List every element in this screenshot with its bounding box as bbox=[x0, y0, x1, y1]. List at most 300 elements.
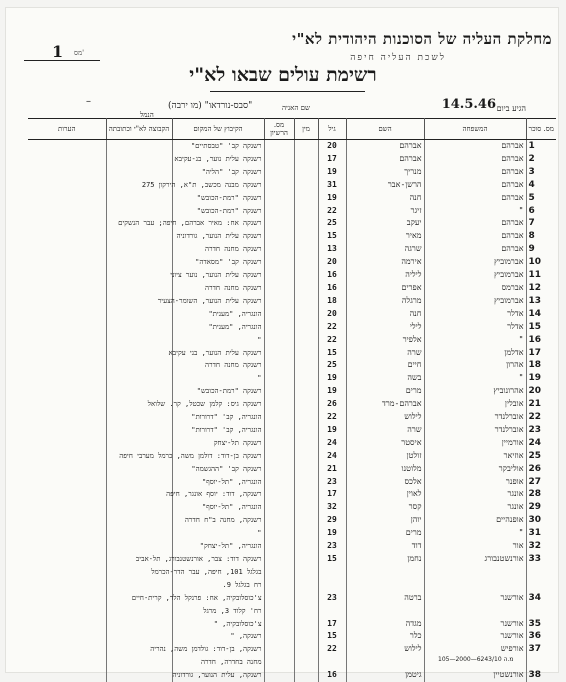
gender-cell bbox=[294, 217, 318, 230]
gender-cell bbox=[294, 669, 318, 682]
first-name-cell: שרה bbox=[346, 424, 424, 437]
first-name-cell: ברטה bbox=[346, 592, 424, 605]
remarks-cell bbox=[28, 269, 106, 282]
table-row bbox=[28, 488, 556, 501]
column-header: הקבוצה לא"י וכתובתה bbox=[106, 119, 172, 140]
permit-number-cell bbox=[264, 579, 294, 592]
table-row bbox=[28, 450, 556, 463]
permit-number-cell bbox=[264, 334, 294, 347]
permit-number-cell bbox=[264, 359, 294, 372]
gender-cell bbox=[294, 321, 318, 334]
first-name-cell: מלוטנו bbox=[346, 463, 424, 476]
table-row bbox=[28, 553, 556, 566]
serial-number-cell: 23 bbox=[526, 424, 556, 437]
family-name-cell: אורנשטיין bbox=[424, 669, 526, 682]
group-address-cell: רשנקה, דוד: יוסף אונגר, חיפה bbox=[172, 488, 264, 501]
first-name-cell: בשה bbox=[346, 372, 424, 385]
permit-number-cell bbox=[264, 669, 294, 682]
gender-cell bbox=[294, 540, 318, 553]
gender-cell bbox=[294, 372, 318, 385]
serial-number-cell: 16 bbox=[526, 334, 556, 347]
permit-number-cell bbox=[264, 205, 294, 218]
group-address-cell: רשנקה אח: מאיר אברהם, חיפה; עבר הנשקים bbox=[172, 217, 264, 230]
remarks-cell bbox=[28, 359, 106, 372]
gender-cell bbox=[294, 501, 318, 514]
permit-number-cell bbox=[264, 566, 294, 579]
remarks-cell bbox=[28, 463, 106, 476]
age-cell: 13 bbox=[318, 243, 346, 256]
serial-number-cell bbox=[526, 579, 556, 592]
age-cell bbox=[318, 566, 346, 579]
gender-cell bbox=[294, 269, 318, 282]
group-address-cell: רח' קלוד 3, מרגל bbox=[172, 605, 264, 618]
destination-cell bbox=[106, 385, 172, 398]
page-number-rule bbox=[24, 60, 100, 61]
group-address-cell: " bbox=[172, 334, 264, 347]
serial-number-cell: 30 bbox=[526, 514, 556, 527]
serial-number-cell: 3 bbox=[526, 166, 556, 179]
column-header: המשפחה bbox=[424, 119, 526, 140]
remarks-cell bbox=[28, 372, 106, 385]
page-number: 1 bbox=[52, 42, 64, 61]
permit-number-cell bbox=[264, 476, 294, 489]
age-cell: 19 bbox=[318, 527, 346, 540]
permit-number-cell bbox=[264, 643, 294, 656]
family-name-cell: אוברלנדר bbox=[424, 411, 526, 424]
family-name-cell: אברמס bbox=[424, 282, 526, 295]
age-cell: 19 bbox=[318, 424, 346, 437]
destination-cell bbox=[106, 424, 172, 437]
group-address-cell: רשנקה מחנה חדרה bbox=[172, 282, 264, 295]
page-title: רשימת עולים שבאו לא"י bbox=[189, 64, 377, 86]
remarks-cell bbox=[28, 656, 106, 669]
permit-number-cell bbox=[264, 308, 294, 321]
family-name-cell: אהרונוביץ bbox=[424, 385, 526, 398]
permit-number-cell bbox=[264, 385, 294, 398]
first-name-cell: איסטר bbox=[346, 437, 424, 450]
remarks-cell bbox=[28, 411, 106, 424]
remarks-cell bbox=[28, 618, 106, 631]
first-name-cell: מרים bbox=[346, 527, 424, 540]
arrival-date: 14.5.46 bbox=[441, 97, 496, 112]
gender-cell bbox=[294, 205, 318, 218]
gender-cell bbox=[294, 437, 318, 450]
permit-number-cell bbox=[264, 450, 294, 463]
destination-cell bbox=[106, 488, 172, 501]
age-cell: 16 bbox=[318, 282, 346, 295]
column-header: מס. סוכר bbox=[526, 119, 556, 140]
family-name-cell: " bbox=[424, 527, 526, 540]
first-name-cell bbox=[346, 566, 424, 579]
serial-number-cell: 15 bbox=[526, 321, 556, 334]
gender-cell bbox=[294, 282, 318, 295]
gender-cell bbox=[294, 450, 318, 463]
age-cell: 22 bbox=[318, 643, 346, 656]
group-address-cell: רשנקה מחנה חדרה bbox=[172, 359, 264, 372]
family-name-cell: אורמיין bbox=[424, 437, 526, 450]
remarks-cell bbox=[28, 488, 106, 501]
permit-number-cell bbox=[264, 411, 294, 424]
destination-cell bbox=[106, 166, 172, 179]
serial-number-cell: 13 bbox=[526, 295, 556, 308]
group-address-cell: רשנקה "רמת-הכובש" bbox=[172, 205, 264, 218]
column-header: הקיבוץ של המקום bbox=[172, 119, 264, 140]
age-cell: 25 bbox=[318, 359, 346, 372]
remarks-cell bbox=[28, 398, 106, 411]
remarks-cell bbox=[28, 579, 106, 592]
first-name-cell: לילוש bbox=[346, 643, 424, 656]
gender-cell bbox=[294, 605, 318, 618]
age-cell: 15 bbox=[318, 230, 346, 243]
table-row bbox=[28, 527, 556, 540]
title-underline bbox=[210, 91, 365, 92]
family-name-cell: אופנהיים bbox=[424, 514, 526, 527]
age-cell: 24 bbox=[318, 437, 346, 450]
table-row bbox=[28, 630, 556, 643]
destination-cell bbox=[106, 540, 172, 553]
first-name-cell: יעקב bbox=[346, 217, 424, 230]
gender-cell bbox=[294, 424, 318, 437]
destination-cell bbox=[106, 656, 172, 669]
serial-number-cell: 35 bbox=[526, 618, 556, 631]
ship-name: "סבס-נורדאו" (מו ירבה) bbox=[168, 101, 253, 111]
permit-number-cell bbox=[264, 372, 294, 385]
gender-cell bbox=[294, 411, 318, 424]
first-name-cell: הרשן-אבר bbox=[346, 179, 424, 192]
age-cell: 31 bbox=[318, 179, 346, 192]
first-name-cell: נחמן bbox=[346, 553, 424, 566]
age-cell bbox=[318, 656, 346, 669]
remarks-cell bbox=[28, 205, 106, 218]
family-name-cell: אונגר bbox=[424, 488, 526, 501]
destination-cell bbox=[106, 140, 172, 153]
family-name-cell: " bbox=[424, 334, 526, 347]
family-name-cell: אורפיש bbox=[424, 643, 526, 656]
remarks-cell bbox=[28, 669, 106, 682]
table-row bbox=[28, 398, 556, 411]
group-address-cell: רשנקה עלית הנוער, גורדוניה bbox=[172, 230, 264, 243]
age-cell: 32 bbox=[318, 501, 346, 514]
family-name-cell: אורשנר bbox=[424, 592, 526, 605]
gender-cell bbox=[294, 527, 318, 540]
group-address-cell: רשנקה מחנה חדרה bbox=[172, 243, 264, 256]
remarks-cell bbox=[28, 566, 106, 579]
print-code: 105—2000—6243/10 מ.ה bbox=[438, 656, 514, 663]
first-name-cell: אפרים bbox=[346, 282, 424, 295]
age-cell bbox=[318, 579, 346, 592]
serial-number-cell: 9 bbox=[526, 243, 556, 256]
destination-cell bbox=[106, 605, 172, 618]
blank-dash: – bbox=[86, 96, 91, 107]
age-cell: 15 bbox=[318, 630, 346, 643]
destination-cell bbox=[106, 282, 172, 295]
serial-number-cell: 22 bbox=[526, 411, 556, 424]
remarks-cell bbox=[28, 321, 106, 334]
gender-cell bbox=[294, 359, 318, 372]
destination-cell bbox=[106, 230, 172, 243]
serial-number-cell: 12 bbox=[526, 282, 556, 295]
group-address-cell: רשנקה תל-יצחק bbox=[172, 437, 264, 450]
family-name-cell: אורשנר bbox=[424, 618, 526, 631]
gender-cell bbox=[294, 308, 318, 321]
remarks-cell bbox=[28, 243, 106, 256]
group-address-cell: הונגריה, קב' "דרורות" bbox=[172, 424, 264, 437]
gender-cell bbox=[294, 385, 318, 398]
family-name-cell: אברהם bbox=[424, 140, 526, 153]
permit-number-cell bbox=[264, 269, 294, 282]
gender-cell bbox=[294, 140, 318, 153]
group-address-cell: רשנקה עלית נוער, בנ-עקיבא bbox=[172, 153, 264, 166]
serial-number-cell: 31 bbox=[526, 527, 556, 540]
serial-number-cell: 24 bbox=[526, 437, 556, 450]
destination-cell bbox=[106, 411, 172, 424]
family-name-cell: אור bbox=[424, 540, 526, 553]
group-address-cell: רשנקה קב' "ההגשמה" bbox=[172, 463, 264, 476]
table-row bbox=[28, 205, 556, 218]
permit-number-cell bbox=[264, 256, 294, 269]
destination-cell bbox=[106, 437, 172, 450]
destination-cell bbox=[106, 463, 172, 476]
table-row bbox=[28, 321, 556, 334]
family-name-cell bbox=[424, 579, 526, 592]
gender-cell bbox=[294, 553, 318, 566]
organization-heading: מחלקת העליה של הסוכנות היהודית לא"י bbox=[292, 30, 552, 48]
group-address-cell: מחנה בחדרה, חדרה bbox=[172, 656, 264, 669]
table-row bbox=[28, 411, 556, 424]
age-cell: 19 bbox=[318, 385, 346, 398]
table-row bbox=[28, 179, 556, 192]
permit-number-cell bbox=[264, 217, 294, 230]
family-name-cell: " bbox=[424, 372, 526, 385]
table-row bbox=[28, 308, 556, 321]
page-label: מס' bbox=[74, 49, 85, 57]
group-address-cell: רשנקה עלית הנוער, נוער ציוני bbox=[172, 269, 264, 282]
first-name-cell: זולטן bbox=[346, 450, 424, 463]
age-cell: 20 bbox=[318, 308, 346, 321]
group-address-cell: הונגריה, קב' "דרורות" bbox=[172, 411, 264, 424]
group-address-cell: רשנקה, " bbox=[172, 630, 264, 643]
group-address-cell: רשנקה, מחנה ב"ח חדרה bbox=[172, 514, 264, 527]
gender-cell bbox=[294, 334, 318, 347]
serial-number-cell: 34 bbox=[526, 592, 556, 605]
serial-number-cell: 8 bbox=[526, 230, 556, 243]
gender-cell bbox=[294, 295, 318, 308]
destination-cell bbox=[106, 192, 172, 205]
serial-number-cell: 19 bbox=[526, 372, 556, 385]
permit-number-cell bbox=[264, 592, 294, 605]
table-row bbox=[28, 540, 556, 553]
gender-cell bbox=[294, 153, 318, 166]
remarks-cell bbox=[28, 282, 106, 295]
age-cell: 17 bbox=[318, 153, 346, 166]
table-row bbox=[28, 592, 556, 605]
group-address-cell: צ'כוסלובקיה, " bbox=[172, 618, 264, 631]
first-name-cell: כלר bbox=[346, 630, 424, 643]
first-name-cell: לאוין bbox=[346, 488, 424, 501]
family-name-cell: אברמוביץ bbox=[424, 295, 526, 308]
table-row bbox=[28, 579, 556, 592]
gender-cell bbox=[294, 192, 318, 205]
serial-number-cell: 28 bbox=[526, 488, 556, 501]
remarks-cell bbox=[28, 450, 106, 463]
family-name-cell: אונגר bbox=[424, 501, 526, 514]
gender-cell bbox=[294, 398, 318, 411]
group-address-cell: הונגריה, "תל-יוסף" bbox=[172, 476, 264, 489]
gender-cell bbox=[294, 476, 318, 489]
permit-number-cell bbox=[264, 514, 294, 527]
table-row bbox=[28, 334, 556, 347]
destination-cell bbox=[106, 334, 172, 347]
serial-number-cell: 4 bbox=[526, 179, 556, 192]
group-address-cell: רשנקה, בן-דוד: גולדמן משה, נהריה bbox=[172, 643, 264, 656]
permit-number-cell bbox=[264, 140, 294, 153]
remarks-cell bbox=[28, 153, 106, 166]
permit-number-cell bbox=[264, 437, 294, 450]
group-address-cell: רשנקה קב' "מסאדה" bbox=[172, 256, 264, 269]
serial-number-cell bbox=[526, 566, 556, 579]
permit-number-cell bbox=[264, 463, 294, 476]
family-name-cell: אובלין bbox=[424, 398, 526, 411]
family-name-cell bbox=[424, 605, 526, 618]
remarks-cell bbox=[28, 347, 106, 360]
table-row bbox=[28, 282, 556, 295]
age-cell: 22 bbox=[318, 205, 346, 218]
permit-number-cell bbox=[264, 424, 294, 437]
table-row bbox=[28, 166, 556, 179]
remarks-cell bbox=[28, 385, 106, 398]
first-name-cell: יוהן bbox=[346, 514, 424, 527]
destination-cell bbox=[106, 618, 172, 631]
remarks-cell bbox=[28, 166, 106, 179]
destination-cell bbox=[106, 630, 172, 643]
group-address-cell: רשנקה גיס: קלמן שכטל, קר. שלואל bbox=[172, 398, 264, 411]
permit-number-cell bbox=[264, 501, 294, 514]
first-name-cell: קסר bbox=[346, 501, 424, 514]
family-name-cell: אברמוביץ bbox=[424, 256, 526, 269]
table-row bbox=[28, 643, 556, 656]
ship-label: שם האניה bbox=[282, 104, 310, 112]
age-cell: 24 bbox=[318, 450, 346, 463]
permit-number-cell bbox=[264, 166, 294, 179]
serial-number-cell: 11 bbox=[526, 269, 556, 282]
first-name-cell: דוד bbox=[346, 540, 424, 553]
destination-cell bbox=[106, 579, 172, 592]
group-address-cell: רשנקה, עלית הנוער, גורדוניה bbox=[172, 669, 264, 682]
remarks-cell bbox=[28, 424, 106, 437]
first-name-cell: זיגר bbox=[346, 205, 424, 218]
remarks-cell bbox=[28, 540, 106, 553]
table-row bbox=[28, 243, 556, 256]
remarks-cell bbox=[28, 514, 106, 527]
destination-cell bbox=[106, 153, 172, 166]
permit-number-cell bbox=[264, 192, 294, 205]
column-header: גיל bbox=[318, 119, 346, 140]
destination-cell bbox=[106, 476, 172, 489]
group-address-cell: רשנקה "רמת-הכובש" bbox=[172, 385, 264, 398]
gender-cell bbox=[294, 488, 318, 501]
group-address-cell: רשנקה בן-דוד: דולמן משה, כרמל מערבי חיפה bbox=[172, 450, 264, 463]
column-header: מס. הרשיון bbox=[264, 119, 294, 140]
age-cell: 22 bbox=[318, 411, 346, 424]
table-row bbox=[28, 372, 556, 385]
destination-cell bbox=[106, 256, 172, 269]
age-cell: 26 bbox=[318, 398, 346, 411]
remarks-cell bbox=[28, 334, 106, 347]
group-address-cell: הונגריה, "מענית" bbox=[172, 308, 264, 321]
remarks-cell bbox=[28, 527, 106, 540]
age-cell: 16 bbox=[318, 669, 346, 682]
remarks-cell bbox=[28, 217, 106, 230]
table-row bbox=[28, 153, 556, 166]
gender-cell bbox=[294, 643, 318, 656]
table-row bbox=[28, 295, 556, 308]
destination-cell bbox=[106, 269, 172, 282]
column-header: מין bbox=[294, 119, 318, 140]
table-row bbox=[28, 256, 556, 269]
remarks-cell bbox=[28, 295, 106, 308]
family-name-cell: אהרון bbox=[424, 359, 526, 372]
gender-cell bbox=[294, 347, 318, 360]
remarks-cell bbox=[28, 501, 106, 514]
immigrants-table bbox=[28, 118, 556, 682]
serial-number-cell: 38 bbox=[526, 669, 556, 682]
permit-number-cell bbox=[264, 230, 294, 243]
gender-cell bbox=[294, 656, 318, 669]
table-row bbox=[28, 501, 556, 514]
gender-cell bbox=[294, 166, 318, 179]
arrival-label: הגיע ביום bbox=[496, 104, 526, 113]
group-address-cell: רשנקה דוד: צבר, אורנשטנבורג, תל-אביב bbox=[172, 553, 264, 566]
family-name-cell: אדלר bbox=[424, 321, 526, 334]
permit-number-cell bbox=[264, 179, 294, 192]
group-address-cell: רשנקה קב' "טבסתיים" bbox=[172, 140, 264, 153]
first-name-cell bbox=[346, 579, 424, 592]
table-row bbox=[28, 269, 556, 282]
serial-number-cell: 33 bbox=[526, 553, 556, 566]
first-name-cell: אברהם-מרד bbox=[346, 398, 424, 411]
family-name-cell: אברהם bbox=[424, 166, 526, 179]
table-row bbox=[28, 463, 556, 476]
age-cell: 23 bbox=[318, 540, 346, 553]
group-address-cell: רשנקה עלית הנוער, השומר-הצעיר bbox=[172, 295, 264, 308]
family-name-cell: אברהם bbox=[424, 179, 526, 192]
age-cell: 22 bbox=[318, 334, 346, 347]
table-header-row bbox=[28, 119, 556, 140]
serial-number-cell: 1 bbox=[526, 140, 556, 153]
gender-cell bbox=[294, 463, 318, 476]
serial-number-cell: 10 bbox=[526, 256, 556, 269]
table-row bbox=[28, 476, 556, 489]
serial-number-cell: 37 bbox=[526, 643, 556, 656]
family-name-cell: אברמוביץ bbox=[424, 269, 526, 282]
family-name-cell: " bbox=[424, 205, 526, 218]
destination-cell bbox=[106, 205, 172, 218]
first-name-cell: חנה bbox=[346, 308, 424, 321]
department-subheading: לשכת העליה חיפה bbox=[350, 53, 446, 63]
destination-cell bbox=[106, 372, 172, 385]
table-row bbox=[28, 618, 556, 631]
first-name-cell bbox=[346, 656, 424, 669]
port-label: הנמל bbox=[140, 111, 154, 119]
group-address-cell: רשנקה "רמת-הכובש" bbox=[172, 192, 264, 205]
column-header: השם bbox=[346, 119, 424, 140]
age-cell: 19 bbox=[318, 192, 346, 205]
serial-number-cell: 25 bbox=[526, 450, 556, 463]
age-cell: 23 bbox=[318, 476, 346, 489]
first-name-cell: אלפיר bbox=[346, 334, 424, 347]
family-name-cell: אוברלנדר bbox=[424, 424, 526, 437]
gender-cell bbox=[294, 243, 318, 256]
